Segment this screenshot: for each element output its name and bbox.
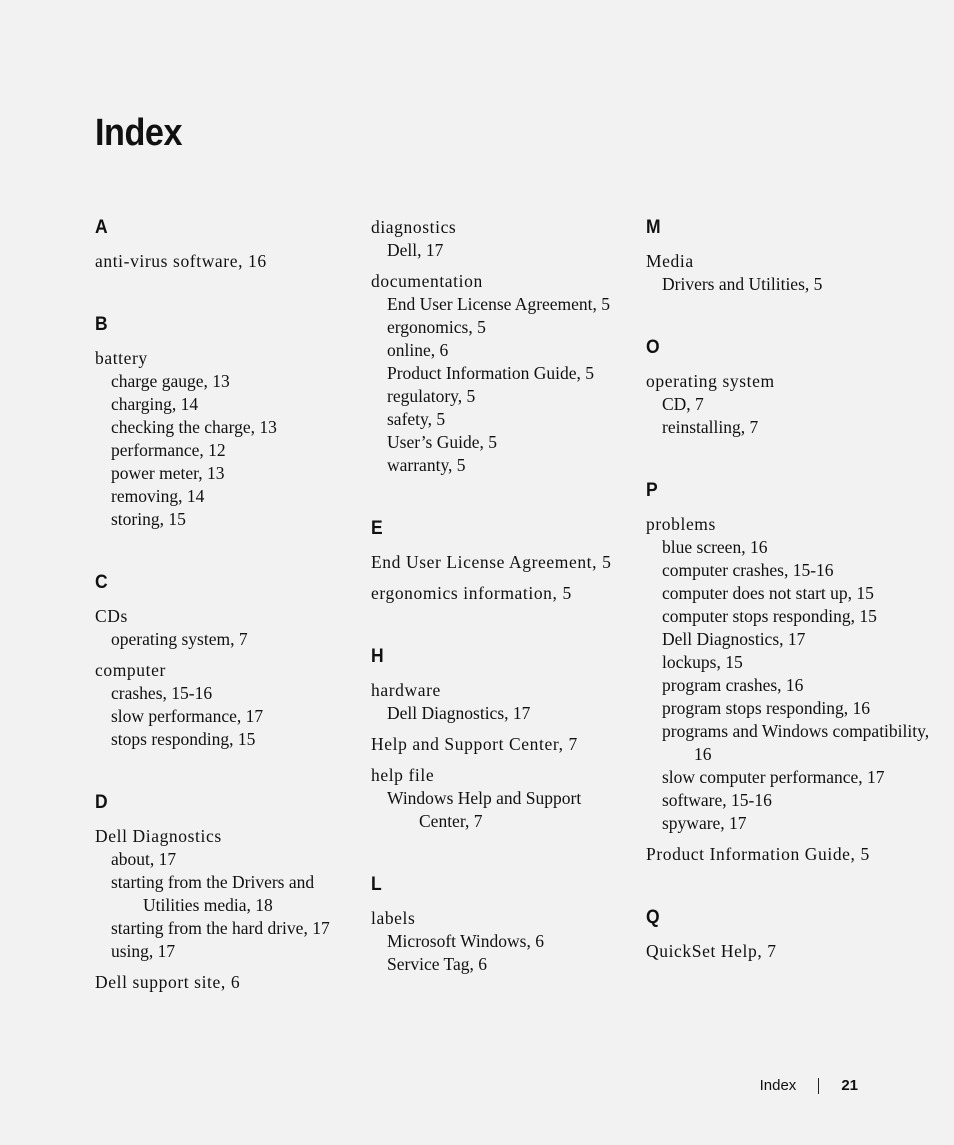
index-entry	[371, 270, 631, 477]
section-letter: A	[95, 217, 108, 238]
index-subentry: ergonomics, 5	[387, 317, 486, 337]
section-letter: Q	[646, 907, 660, 928]
index-term: help file	[371, 765, 435, 785]
index-subentry: User’s Guide, 5	[387, 432, 498, 452]
index-subentry: reinstalling, 7	[662, 417, 759, 437]
index-subentry: Dell Diagnostics, 17	[387, 703, 531, 723]
index-term: QuickSet Help, 7	[646, 941, 777, 961]
index-entry	[371, 551, 631, 574]
index-subentry: CD, 7	[662, 394, 704, 414]
index-entry	[371, 679, 631, 725]
index-entry	[371, 907, 631, 976]
index-subentry: operating system, 7	[111, 629, 248, 649]
index-entry	[646, 250, 946, 296]
index-subentry: online, 6	[387, 340, 449, 360]
page-title: Index	[95, 112, 183, 154]
index-subentry: Microsoft Windows, 6	[387, 931, 544, 951]
index-subentry: spyware, 17	[662, 813, 747, 833]
index-subentry: blue screen, 16	[662, 537, 768, 557]
index-term: Media	[646, 251, 694, 271]
index-subentry: computer does not start up, 15	[662, 583, 874, 603]
index-section	[95, 313, 355, 531]
index-entry	[95, 659, 355, 751]
index-subentry: starting from the hard drive, 17	[111, 918, 330, 938]
index-section	[646, 479, 946, 866]
index-subentry: program crashes, 16	[662, 675, 804, 695]
index-entry	[371, 582, 631, 605]
index-column-2	[371, 216, 631, 1016]
index-section	[95, 216, 355, 273]
index-term: problems	[646, 514, 716, 534]
index-section	[371, 645, 631, 833]
index-entry	[371, 764, 631, 833]
footer-label: Index	[759, 1077, 797, 1094]
section-letter: P	[646, 480, 658, 501]
index-subentry: slow performance, 17	[111, 706, 264, 726]
page-number: 21	[841, 1077, 858, 1094]
index-term: Product Information Guide, 5	[646, 844, 870, 864]
index-term: Dell Diagnostics	[95, 826, 222, 846]
section-letter: E	[371, 518, 383, 539]
index-section	[95, 571, 355, 751]
index-subentry: programs and Windows compatibility, 16	[662, 721, 930, 764]
index-term: End User License Agreement, 5	[371, 552, 612, 572]
index-subentry: checking the charge, 13	[111, 417, 277, 437]
index-column-3	[646, 216, 946, 1003]
index-entry	[371, 733, 631, 756]
index-entry	[646, 940, 946, 963]
index-term: hardware	[371, 680, 441, 700]
index-term: labels	[371, 908, 416, 928]
index-subentry: End User License Agreement, 5	[387, 294, 611, 314]
index-term: Dell support site, 6	[95, 972, 241, 992]
index-term: ergonomics information, 5	[371, 583, 572, 603]
index-section	[371, 517, 631, 605]
index-subentry: about, 17	[111, 849, 177, 869]
index-subentry: computer crashes, 15-16	[662, 560, 834, 580]
section-letter: H	[371, 646, 384, 667]
index-subentry: Product Information Guide, 5	[387, 363, 595, 383]
index-subentry: starting from the Drivers and Utilities media, 18	[111, 872, 315, 915]
index-term: anti-virus software, 16	[95, 251, 267, 271]
index-subentry: removing, 14	[111, 486, 205, 506]
index-subentry: warranty, 5	[387, 455, 466, 475]
index-term: battery	[95, 348, 148, 368]
index-subentry: charge gauge, 13	[111, 371, 230, 391]
section-letter: O	[646, 337, 660, 358]
index-subentry: Windows Help and Support Center, 7	[387, 788, 582, 831]
index-subentry: Dell Diagnostics, 17	[662, 629, 806, 649]
index-term: operating system	[646, 371, 775, 391]
index-section	[95, 791, 355, 994]
index-term: diagnostics	[371, 217, 457, 237]
index-subentry: stops responding, 15	[111, 729, 256, 749]
index-entry	[95, 825, 355, 963]
index-subentry: power meter, 13	[111, 463, 225, 483]
index-entry	[646, 843, 946, 866]
index-subentry: slow computer performance, 17	[662, 767, 885, 787]
index-entry	[646, 370, 946, 439]
index-column-1	[95, 216, 355, 1034]
index-section	[371, 216, 631, 477]
index-subentry: safety, 5	[387, 409, 446, 429]
index-term: CDs	[95, 606, 128, 626]
index-subentry: computer stops responding, 15	[662, 606, 877, 626]
index-entry	[371, 216, 631, 262]
index-subentry: storing, 15	[111, 509, 186, 529]
index-subentry: performance, 12	[111, 440, 226, 460]
index-entry	[646, 513, 946, 835]
index-section	[646, 906, 946, 963]
index-section	[371, 873, 631, 976]
index-subentry: Service Tag, 6	[387, 954, 488, 974]
index-subentry: lockups, 15	[662, 652, 743, 672]
index-entry	[95, 605, 355, 651]
index-entry	[95, 347, 355, 531]
index-subentry: crashes, 15-16	[111, 683, 213, 703]
index-section	[646, 336, 946, 439]
index-term: Help and Support Center, 7	[371, 734, 578, 754]
section-letter: D	[95, 792, 108, 813]
index-subentry: Dell, 17	[387, 240, 444, 260]
section-letter: L	[371, 874, 382, 895]
page-footer	[760, 1077, 858, 1094]
section-letter: B	[95, 314, 108, 335]
footer-divider	[818, 1078, 819, 1094]
section-letter: C	[95, 572, 108, 593]
index-entry	[95, 250, 355, 273]
index-subentry: regulatory, 5	[387, 386, 476, 406]
index-subentry: Drivers and Utilities, 5	[662, 274, 823, 294]
index-subentry: using, 17	[111, 941, 176, 961]
index-term: documentation	[371, 271, 483, 291]
index-entry	[95, 971, 355, 994]
index-subentry: software, 15-16	[662, 790, 772, 810]
index-section	[646, 216, 946, 296]
index-term: computer	[95, 660, 166, 680]
index-subentry: charging, 14	[111, 394, 199, 414]
index-subentry: program stops responding, 16	[662, 698, 871, 718]
section-letter: M	[646, 217, 661, 238]
